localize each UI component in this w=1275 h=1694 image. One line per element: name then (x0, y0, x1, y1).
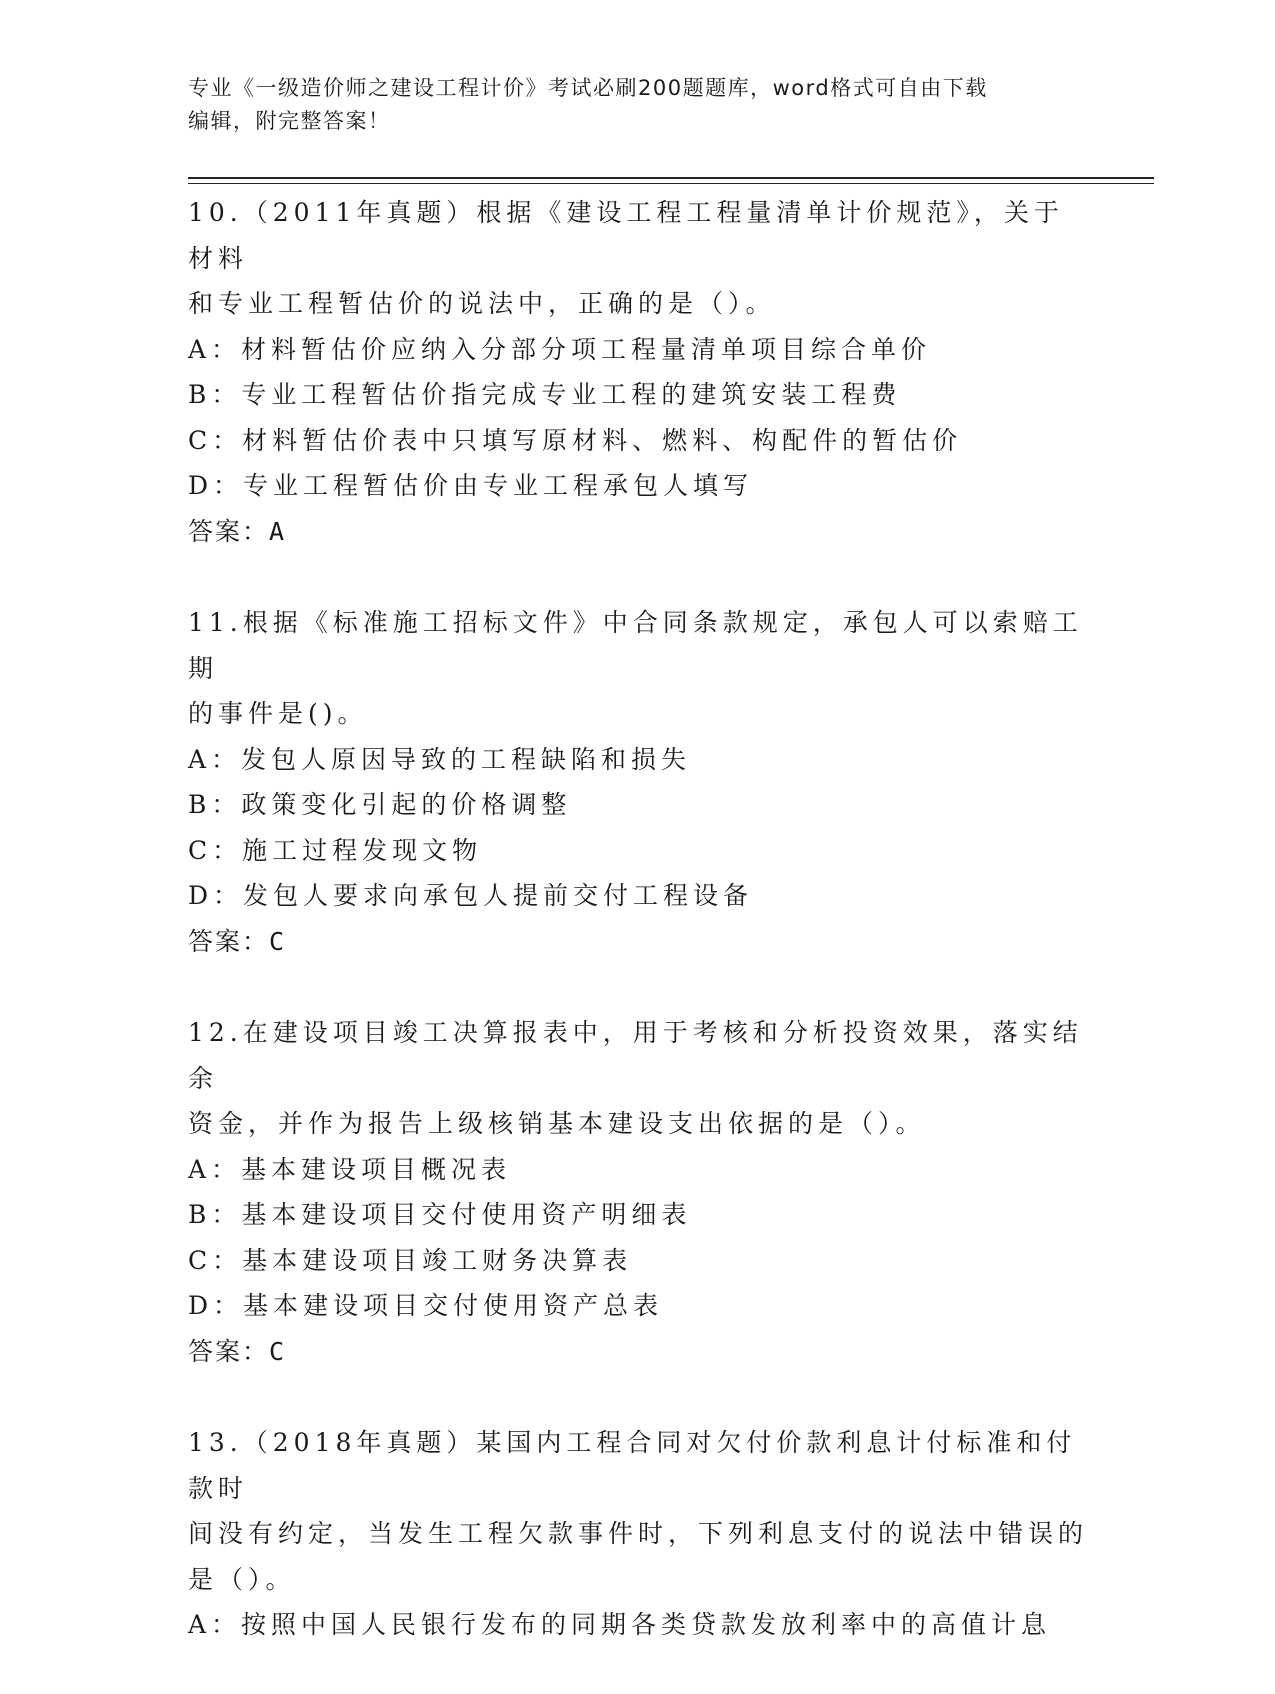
question-11 (188, 600, 1088, 964)
option-a: A：材料暂估价应纳入分部分项工程量清单项目综合单价 (188, 334, 932, 364)
option-a: A：发包人原因导致的工程缺陷和损失 (188, 744, 692, 774)
answer-value: C (269, 1336, 287, 1366)
question-stem: 间没有约定，当发生工程欠款事件时，下列利息支付的说法中错误的 (188, 1519, 1089, 1548)
question-stem: 资金，并作为报告上级核销基本建设支出依据的是（）。 (188, 1109, 926, 1138)
option-a: A：基本建设项目概况表 (188, 1154, 512, 1184)
answer-value: A (269, 516, 287, 546)
header-divider-thick (188, 177, 1154, 179)
document-header (188, 72, 1088, 138)
question-stem: 12.在建设项目竣工决算报表中，用于考核和分析投资效果，落实结余 (188, 1018, 1083, 1093)
header-divider-thin (188, 183, 1154, 184)
question-stem: 13.（2018年真题）某国内工程合同对欠付价款利息计付标准和付款时 (188, 1428, 1077, 1503)
answer-value: C (269, 926, 287, 956)
answer-label: 答案： (188, 926, 270, 956)
question-list (188, 190, 1088, 1694)
option-d: D：基本建设项目交付使用资产总表 (188, 1291, 664, 1320)
header-line-2: 编辑，附完整答案！ (188, 109, 391, 133)
question-12 (188, 1010, 1088, 1374)
option-b: B：政策变化引起的价格调整 (188, 790, 572, 819)
question-stem: 和专业工程暂估价的说法中，正确的是（）。 (188, 289, 776, 318)
answer-line (188, 509, 1088, 555)
question-stem: 11.根据《标准施工招标文件》中合同条款规定，承包人可以索赔工期 (188, 608, 1083, 683)
option-d: D：专业工程暂估价由专业工程承包人填写 (188, 471, 754, 500)
question-13 (188, 1420, 1088, 1648)
option-b: B：专业工程暂估价指完成专业工程的建筑安装工程费 (188, 380, 902, 409)
header-line-1: 专业《一级造价师之建设工程计价》考试必刷200题题库，word格式可自由下载 (188, 76, 988, 100)
option-c: C：施工过程发现文物 (188, 835, 483, 865)
option-c: C：基本建设项目竣工财务决算表 (188, 1245, 633, 1275)
answer-label: 答案： (188, 516, 270, 546)
answer-line (188, 919, 1088, 965)
option-d: D：发包人要求向承包人提前交付工程设备 (188, 881, 754, 910)
question-stem: 10.（2011年真题）根据《建设工程工程量清单计价规范》，关于材料 (188, 198, 1064, 273)
answer-line (188, 1329, 1088, 1375)
answer-label: 答案： (188, 1336, 270, 1366)
option-a: A：按照中国人民银行发布的同期各类贷款发放利率中的高值计息 (188, 1610, 1052, 1639)
question-stem: 是（）。 (188, 1564, 296, 1594)
option-c: C：材料暂估价表中只填写原材料、燃料、构配件的暂估价 (188, 425, 963, 455)
question-stem: 的事件是()。 (188, 699, 368, 728)
option-b: B：基本建设项目交付使用资产明细表 (188, 1200, 692, 1229)
question-10 (188, 190, 1088, 554)
